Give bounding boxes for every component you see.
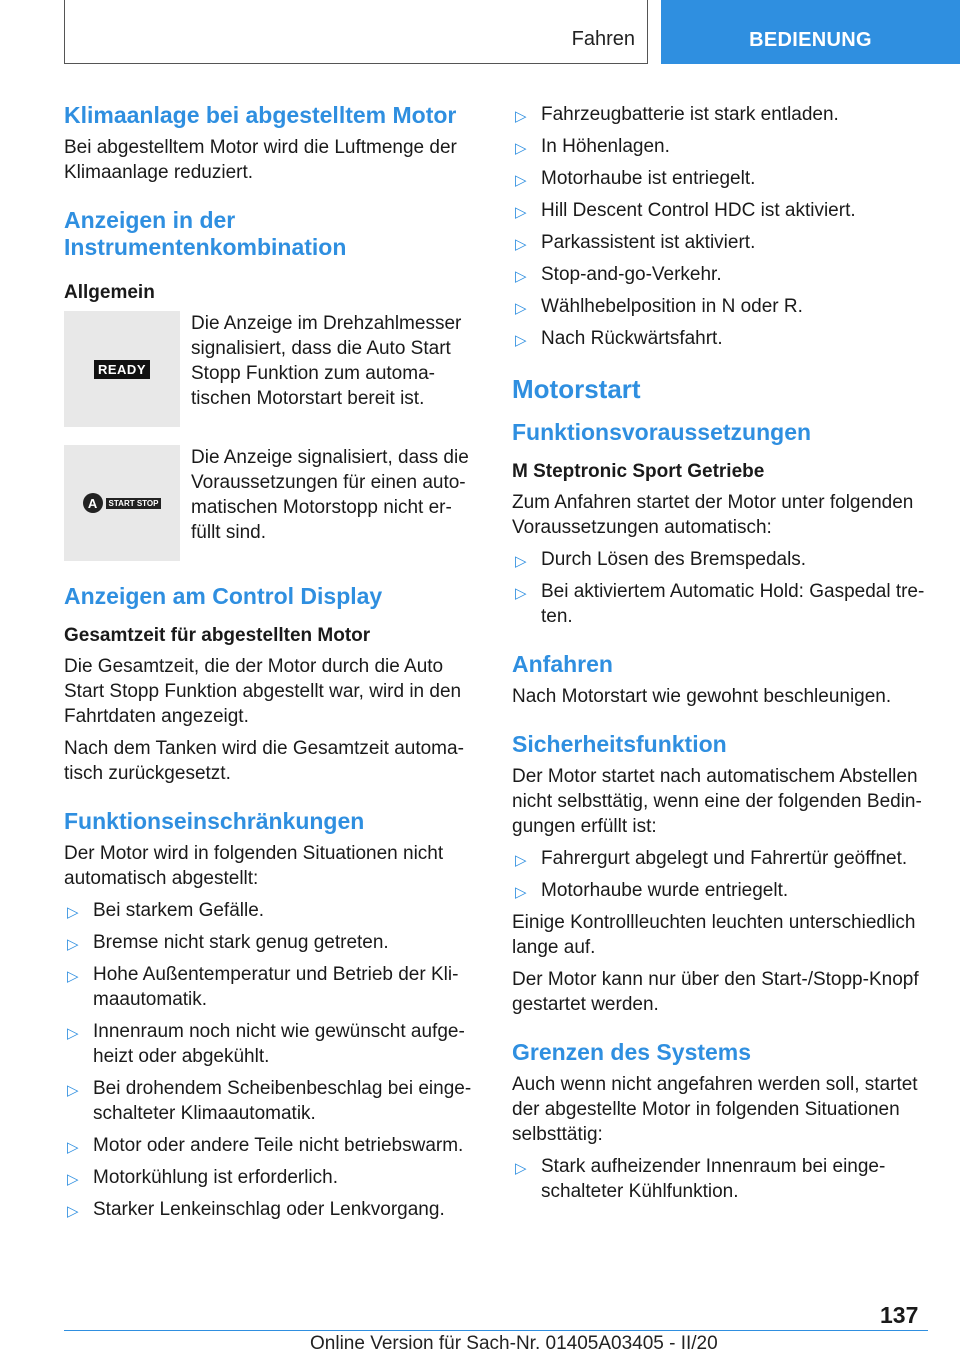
list-item-text: Fahrzeugbatterie ist stark entladen. [541, 104, 839, 125]
list-sicherheitsfunktion [512, 846, 928, 903]
text-funktionseinschraenkungen: Der Motor wird in folgenden Situationen nicht automatisch abgestellt: [64, 843, 444, 889]
list-item [512, 878, 928, 903]
heading-funktionsvoraussetzungen: Funktionsvoraussetzungen [512, 419, 812, 445]
list-item-text: Motorkühlung ist erforderlich. [93, 1167, 338, 1188]
list-item-text: Bei aktiviertem Automatic Hold: Gaspedal tre-ten. [541, 581, 925, 627]
text-kontrollleuchten: Einige Kontrollleuchten leuchten unterschiedlich lange auf. [512, 912, 916, 958]
list-item-text: Fahrergurt abgelegt und Fahrertür geöffnet. [541, 848, 908, 869]
text-startstop-indicator: Die Anzeige signalisiert, dass die Voraussetzungen für einen auto-matischen Motorstopp nicht er-füllt sind. [191, 447, 469, 543]
footer-divider [64, 1330, 928, 1331]
list-item-text: Bei drohendem Scheibenbeschlag bei einge-schalteter Klimaautomatik. [93, 1078, 472, 1124]
start-stop-label: START STOP [106, 498, 162, 509]
list-item [64, 1197, 480, 1222]
section-title: Fahren [571, 28, 635, 50]
list-item-text: Motorhaube wurde entriegelt. [541, 880, 789, 901]
list-item-text: Innenraum noch nicht wie gewünscht aufge-heizt oder abgekühlt. [93, 1021, 465, 1067]
heading-anfahren: Anfahren [512, 651, 613, 677]
list-item [64, 1019, 480, 1069]
text-steptronic: Zum Anfahren startet der Motor unter folgenden Voraussetzungen automatisch: [512, 492, 914, 538]
left-column [64, 102, 480, 1229]
list-item [512, 134, 928, 159]
heading-funktionseinschraenkungen: Funktionseinschränkungen [64, 808, 365, 834]
text-start-stopp-knopf: Der Motor kann nur über den Start-/Stopp-Knopf gestartet werden. [512, 969, 919, 1015]
list-item [512, 294, 928, 319]
text-klimaanlage: Bei abgestelltem Motor wird die Luftmenge der Klimaanlage reduziert. [64, 137, 457, 183]
list-item [512, 198, 928, 223]
bullet-triangle-icon: ▷ [67, 1203, 79, 1220]
bullet-triangle-icon: ▷ [67, 936, 79, 953]
bullet-triangle-icon: ▷ [515, 332, 527, 349]
list-item [64, 930, 480, 955]
heading-allgemein: Allgemein [64, 282, 155, 303]
list-item-text: Motor oder andere Teile nicht betriebswarm. [93, 1135, 464, 1156]
bullet-triangle-icon: ▷ [515, 268, 527, 285]
page-number: 137 [880, 1302, 919, 1328]
list-item [512, 102, 928, 127]
heading-sicherheitsfunktion: Sicherheitsfunktion [512, 731, 727, 757]
heading-anzeigen-instrumentenkombination: Anzeigen in der Instrumentenkombination [64, 207, 347, 260]
bullet-triangle-icon: ▷ [515, 553, 527, 570]
list-item-text: Nach Rückwärtsfahrt. [541, 328, 723, 349]
footer-version: Online Version für Sach-Nr. 01405A03405 - II/20 [310, 1333, 718, 1354]
ready-indicator-image [64, 311, 180, 427]
list-item [64, 1133, 480, 1158]
bullet-triangle-icon: ▷ [515, 236, 527, 253]
bullet-triangle-icon: ▷ [515, 585, 527, 602]
list-item [64, 1076, 480, 1126]
list-item-text: Durch Lösen des Bremspedals. [541, 549, 807, 570]
text-ready-indicator: Die Anzeige im Drehzahlmesser signalisiert, dass die Auto Start Stopp Funktion zum automa-tischen Motorstart bereit ist. [191, 313, 462, 409]
list-item-text: Bremse nicht stark genug getreten. [93, 932, 389, 953]
indicator-ready-row [64, 311, 480, 427]
list-grenzen [512, 1154, 928, 1204]
list-item [512, 166, 928, 191]
list-item [512, 579, 928, 629]
text-anfahren: Nach Motorstart wie gewohnt beschleunigen. [512, 686, 892, 707]
bullet-triangle-icon: ▷ [67, 1025, 79, 1042]
list-einschraenkungen [64, 898, 480, 1222]
startstop-indicator-image [64, 445, 180, 561]
list-item [512, 1154, 928, 1204]
list-item [512, 326, 928, 351]
auto-start-stop-glyph: A [83, 493, 103, 513]
bullet-triangle-icon: ▷ [515, 140, 527, 157]
auto-start-stop-icon [83, 493, 162, 513]
bullet-triangle-icon: ▷ [67, 968, 79, 985]
list-item-text: Wählhebelposition in N oder R. [541, 296, 803, 317]
list-item [512, 230, 928, 255]
list-item-text: Hill Descent Control HDC ist aktiviert. [541, 200, 856, 221]
list-item [512, 547, 928, 572]
bullet-triangle-icon: ▷ [515, 172, 527, 189]
bullet-triangle-icon: ▷ [515, 852, 527, 869]
heading-grenzen-des-systems: Grenzen des Systems [512, 1039, 752, 1065]
list-item-text: Starker Lenkeinschlag oder Lenkvorgang. [93, 1199, 445, 1220]
bullet-triangle-icon: ▷ [515, 204, 527, 221]
bullet-triangle-icon: ▷ [515, 108, 527, 125]
heading-gesamtzeit: Gesamtzeit für abgestellten Motor [64, 625, 371, 646]
ready-icon: READY [94, 360, 150, 379]
text-grenzen-des-systems: Auch wenn nicht angefahren werden soll, startet der abgestellte Motor in folgenden Situationen selbsttätig: [512, 1074, 918, 1145]
heading-klimaanlage: Klimaanlage bei abgestelltem Motor [64, 102, 457, 128]
indicator-startstop-row [64, 445, 480, 561]
bullet-triangle-icon: ▷ [67, 904, 79, 921]
list-item [64, 1165, 480, 1190]
bullet-triangle-icon: ▷ [515, 1160, 527, 1177]
chapter-tab: BEDIENUNG [661, 0, 960, 64]
bullet-triangle-icon: ▷ [67, 1171, 79, 1188]
bullet-triangle-icon: ▷ [515, 884, 527, 901]
heading-anzeigen-control-display: Anzeigen am Control Display [64, 583, 383, 609]
list-item-text: Bei starkem Gefälle. [93, 900, 265, 921]
list-item-text: In Höhenlagen. [541, 136, 670, 157]
text-gesamtzeit-2: Nach dem Tanken wird die Gesamtzeit automa-tisch zurückgesetzt. [64, 738, 464, 784]
text-sicherheitsfunktion: Der Motor startet nach automatischem Abstellen nicht selbsttätig, wenn eine der folgenden Bedin-gungen erfüllt ist: [512, 766, 922, 837]
bullet-triangle-icon: ▷ [67, 1082, 79, 1099]
list-item-text: Stop-and-go-Verkehr. [541, 264, 722, 285]
right-column [512, 102, 928, 1211]
list-item [512, 846, 928, 871]
bullet-triangle-icon: ▷ [515, 300, 527, 317]
heading-motorstart: Motorstart [512, 374, 641, 404]
list-item [64, 898, 480, 923]
text-gesamtzeit-1: Die Gesamtzeit, die der Motor durch die Auto Start Stopp Funktion abgestellt war, wird in den Fahrtdaten angezeigt. [64, 656, 462, 727]
list-item-text: Hohe Außentemperatur und Betrieb der Kli-maautomatik. [93, 964, 459, 1010]
list-item-text: Parkassistent ist aktiviert. [541, 232, 756, 253]
header-box [64, 0, 648, 64]
list-weitere-einschraenkungen [512, 102, 928, 351]
list-steptronic [512, 547, 928, 629]
list-item-text: Motorhaube ist entriegelt. [541, 168, 756, 189]
list-item-text: Stark aufheizender Innenraum bei einge-schalteter Kühlfunktion. [541, 1156, 886, 1202]
list-item [512, 262, 928, 287]
list-item [64, 962, 480, 1012]
bullet-triangle-icon: ▷ [67, 1139, 79, 1156]
heading-steptronic: M Steptronic Sport Getriebe [512, 461, 765, 482]
